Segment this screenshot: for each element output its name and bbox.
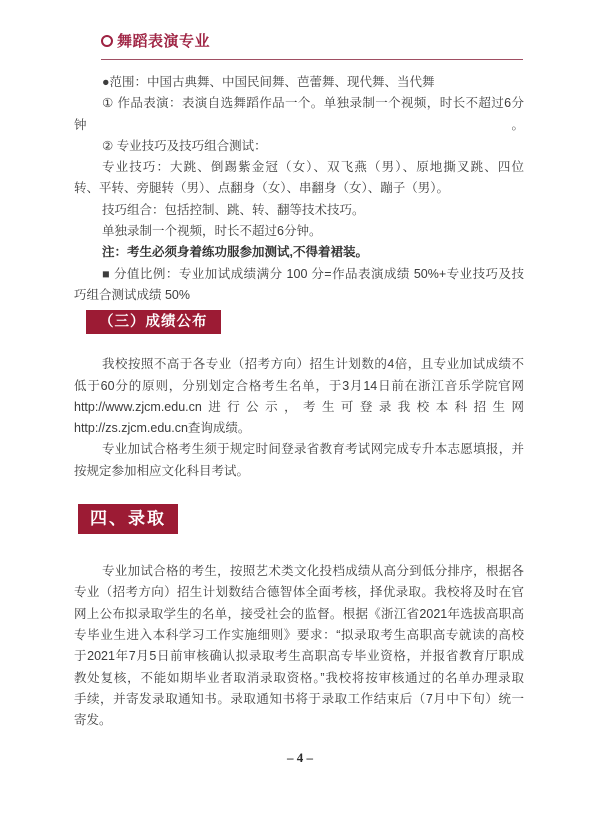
text-line: 网上公布拟录取学生的名单，接受社会的监督。根据《浙江省2021年选拔高职高 bbox=[74, 606, 524, 621]
text-line: 单独录制一个视频，时长不超过6分钟。 bbox=[102, 224, 322, 239]
text-line: ■ 分值比例：专业加试成绩满分 100 分=作品表演成绩 50%+专业技巧及技 bbox=[102, 266, 524, 281]
url-line: http://www.zjcm.edu.cn进行公示，考生可登录我校本科招生网 bbox=[74, 399, 524, 414]
bullseye-icon bbox=[101, 35, 113, 47]
text-line: 专业加试合格考生须于规定时间登录省教育考试网完成专升本志愿填报，并 bbox=[102, 442, 524, 457]
text-line: 专业技巧：大跳、倒踢紫金冠（女）、双飞燕（男）、原地撕叉跳、四位 bbox=[102, 160, 524, 175]
text-line: 于2021年7月5日前审核确认拟录取考生高职高专毕业资格，并报省教育厅职成 bbox=[74, 649, 524, 664]
results-paragraph-2 bbox=[74, 439, 524, 482]
header-divider bbox=[101, 59, 523, 60]
text-line: 专业加试合格的考生，按照艺术类文化投档成绩从高分到低分排序，根据各 bbox=[102, 564, 524, 579]
page-title: 舞蹈表演专业 bbox=[117, 33, 211, 50]
results-paragraph-1 bbox=[74, 354, 524, 439]
document-body bbox=[74, 72, 524, 731]
text-line: ② 专业技巧及技巧组合测试： bbox=[102, 138, 267, 153]
note-line: 注：考生必须身着练功服参加测试,不得着裙装。 bbox=[102, 245, 368, 260]
section-header bbox=[101, 30, 210, 51]
text-line: 我校按照不高于各专业（招考方向）招生计划数的4倍，且专业加试成绩不 bbox=[102, 357, 524, 372]
exam-requirements bbox=[74, 72, 524, 306]
text-line: 专业（招考方向）招生计划数结合德智体全面考核，择优录取。我校将及时在官 bbox=[74, 585, 524, 600]
admission-section-badge: 四、录取 bbox=[78, 504, 178, 534]
text-line: 手续，并寄发录取通知书。录取通知书将于录取工作结束后（7月中下旬）统一 bbox=[74, 691, 524, 706]
text-line: 技巧组合：包括控制、跳、转、翻等技术技巧。 bbox=[102, 202, 365, 217]
admission-paragraph bbox=[74, 561, 524, 731]
text-line: 转、平转、旁腿转（男）、点翻身（女）、串翻身（女）、蹦子（男）。 bbox=[74, 181, 450, 196]
results-section-badge: （三）成绩公布 bbox=[86, 310, 221, 334]
text-line: 按规定参加相应文化科目考试。 bbox=[74, 463, 250, 478]
text-line: ●范围：中国古典舞、中国民间舞、芭蕾舞、现代舞、当代舞 bbox=[102, 75, 435, 89]
text-line: 寄发。 bbox=[74, 713, 112, 728]
page-number: – 4 – bbox=[287, 750, 313, 765]
text-line: ① 作品表演：表演自选舞蹈作品一个。单独录制一个视频，时长不超过6分钟。 bbox=[74, 96, 524, 132]
text-line: 低于60分的原则，分别划定合格考生名单，于3月14日前在浙江音乐学院官网 bbox=[74, 378, 524, 393]
url-line: http://zs.zjcm.edu.cn查询成绩。 bbox=[74, 421, 251, 436]
text-line: 教处复核，不能如期毕业者取消录取资格。”我校将按审核通过的名单办理录取 bbox=[74, 670, 524, 685]
text-line: 巧组合测试成绩 50% bbox=[74, 287, 190, 302]
text-line: 专毕业生进入本科学习工作实施细则》要求：“拟录取考生高职高专就读的高校 bbox=[74, 627, 524, 642]
